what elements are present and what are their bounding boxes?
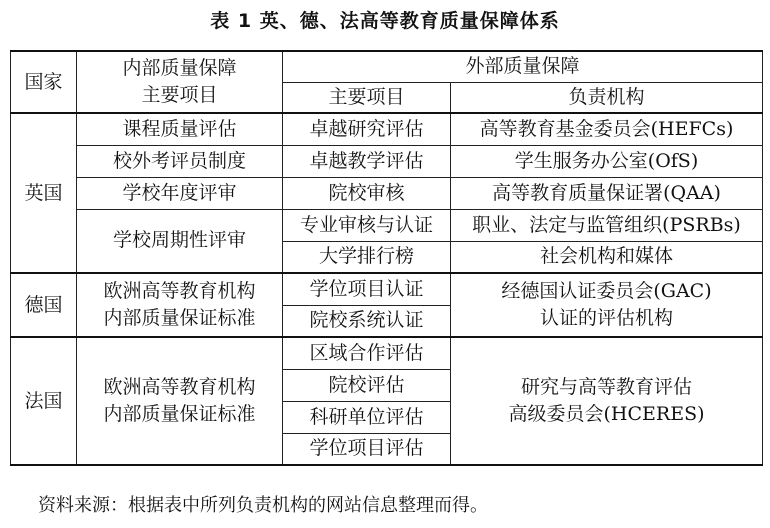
country-uk: 英国 [11,113,77,273]
de-agency [451,273,763,337]
header-internal [77,51,283,113]
uk-external-item: 卓越研究评估 [283,113,451,145]
header-country: 国家 [11,51,77,113]
de-internal-line2: 内部质量保证标准 [103,307,256,329]
uk-internal-item: 课程质量评估 [77,113,283,145]
uk-agency: 职业、法定与监管组织(PSRBs) [451,209,763,241]
uk-external-item: 大学排行榜 [283,241,451,273]
fr-external-item: 院校评估 [283,369,451,401]
header-internal-line1: 内部质量保障 [122,57,237,79]
de-agency-line2: 认证的评估机构 [540,307,674,329]
de-external-item: 院校系统认证 [283,305,451,337]
uk-agency: 高等教育基金委员会(HEFCs) [451,113,763,145]
fr-external-item: 区域合作评估 [283,337,451,369]
uk-external-item: 专业审核与认证 [283,209,451,241]
uk-agency: 学生服务办公室(OfS) [451,145,763,177]
fr-internal-line2: 内部质量保证标准 [103,403,256,425]
de-internal-line1: 欧洲高等教育机构 [103,280,256,302]
fr-external-item: 学位项目评估 [283,433,451,465]
table-caption: 表 1 英、德、法高等教育质量保障体系 [210,10,560,32]
header-external-agency: 负责机构 [451,82,763,113]
country-fr: 法国 [11,337,77,465]
uk-external-item: 院校审核 [283,177,451,209]
uk-internal-item: 学校年度评审 [77,177,283,209]
fr-external-item: 科研单位评估 [283,401,451,433]
fr-agency [451,337,763,465]
uk-agency: 社会机构和媒体 [451,241,763,273]
uk-external-item: 卓越教学评估 [283,145,451,177]
fr-agency-line2: 高级委员会(HCERES) [508,403,705,425]
country-de: 德国 [11,273,77,337]
fr-internal-line1: 欧洲高等教育机构 [103,376,256,398]
quality-assurance-table [10,50,763,466]
uk-internal-item: 校外考评员制度 [77,145,283,177]
de-external-item: 学位项目认证 [283,273,451,305]
uk-internal-item: 学校周期性评审 [77,209,283,273]
uk-agency: 高等教育质量保证署(QAA) [451,177,763,209]
header-external: 外部质量保障 [283,51,763,82]
de-agency-line1: 经德国认证委员会(GAC) [501,280,712,302]
source-note: 资料来源：根据表中所列负责机构的网站信息整理而得。 [38,495,488,516]
de-internal-item [77,273,283,337]
fr-internal-item [77,337,283,465]
header-external-items: 主要项目 [283,82,451,113]
header-internal-line2: 主要项目 [141,84,218,106]
fr-agency-line1: 研究与高等教育评估 [521,376,693,398]
